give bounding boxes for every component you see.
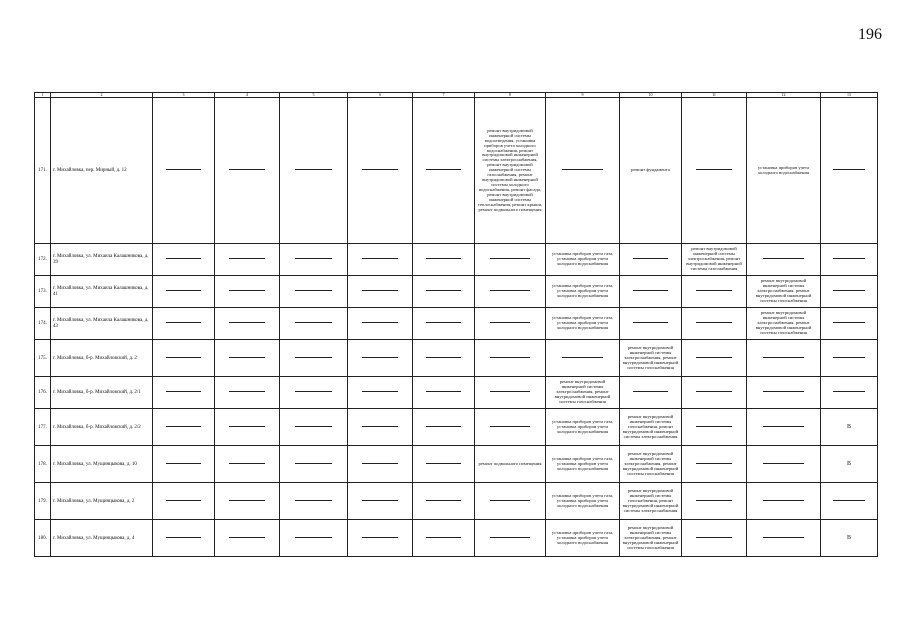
work-cell bbox=[348, 446, 413, 483]
empty-dash bbox=[763, 500, 804, 501]
empty-dash bbox=[696, 426, 732, 427]
work-cell bbox=[475, 520, 546, 557]
work-cell bbox=[348, 409, 413, 446]
empty-dash bbox=[833, 258, 864, 259]
empty-dash bbox=[562, 357, 603, 358]
column-number-header: 4 bbox=[215, 93, 280, 98]
empty-dash bbox=[295, 537, 333, 538]
work-cell bbox=[821, 520, 878, 557]
row-address: г. Михайловка, ул. Михаила Калашникова, д. 39 bbox=[51, 244, 153, 276]
work-cell bbox=[413, 98, 475, 244]
work-cell bbox=[546, 446, 620, 483]
work-cell bbox=[747, 244, 821, 276]
table-row bbox=[35, 340, 878, 377]
empty-dash bbox=[490, 258, 530, 259]
work-cell bbox=[747, 276, 821, 308]
work-cell bbox=[546, 409, 620, 446]
empty-dash bbox=[490, 322, 530, 323]
work-cell bbox=[682, 483, 747, 520]
empty-dash bbox=[229, 290, 265, 291]
work-cell bbox=[280, 98, 348, 244]
empty-dash bbox=[166, 258, 200, 259]
table-body bbox=[35, 98, 878, 557]
row-address: г. Михайловка, б-р. Михайловский, д. 2 bbox=[51, 340, 153, 377]
work-cell bbox=[153, 308, 215, 340]
row-address: г. Михайловка, б-р. Михайловский, д. 2/2 bbox=[51, 409, 153, 446]
work-cell bbox=[682, 377, 747, 409]
empty-dash bbox=[362, 537, 398, 538]
empty-dash bbox=[833, 500, 864, 501]
empty-dash bbox=[490, 537, 530, 538]
work-cell bbox=[280, 483, 348, 520]
row-number: 177. bbox=[35, 409, 51, 446]
empty-dash bbox=[426, 357, 460, 358]
empty-dash bbox=[166, 357, 200, 358]
work-text: ремонт внутридомовой инженерной системы электроснабжения, ремонт внутридомовой инженерной системы газоснабжения bbox=[622, 344, 679, 370]
table-row bbox=[35, 98, 878, 244]
work-cell bbox=[280, 340, 348, 377]
row-address: г. Михайловка, ул. Мущинцыкова, д. 4 bbox=[51, 520, 153, 557]
work-cell bbox=[413, 308, 475, 340]
empty-dash bbox=[229, 426, 265, 427]
empty-dash bbox=[833, 357, 864, 358]
empty-dash bbox=[633, 322, 667, 323]
empty-dash bbox=[166, 463, 200, 464]
row-number: 173. bbox=[35, 276, 51, 308]
work-cell bbox=[215, 483, 280, 520]
work-cell bbox=[280, 377, 348, 409]
work-cell bbox=[348, 483, 413, 520]
work-cell bbox=[546, 483, 620, 520]
work-cell bbox=[153, 520, 215, 557]
work-cell bbox=[747, 308, 821, 340]
work-text: ремонт внутридомовой инженерной системы электроснабжения, ремонт внутридомовой инженерной системы газоснабжения bbox=[686, 246, 742, 272]
work-text: установка приборов учета газа, установка приборов учета холодного водоснабжения bbox=[551, 251, 614, 267]
work-cell bbox=[682, 244, 747, 276]
empty-dash bbox=[833, 391, 864, 392]
work-cell bbox=[682, 276, 747, 308]
empty-dash bbox=[426, 463, 460, 464]
empty-dash bbox=[696, 391, 732, 392]
empty-dash bbox=[362, 391, 398, 392]
column-number-header: 12 bbox=[747, 93, 821, 98]
empty-dash bbox=[833, 290, 864, 291]
work-text: установка приборов учета газа, установка приборов учета холодного водоснабжения bbox=[551, 315, 614, 331]
work-cell bbox=[475, 276, 546, 308]
work-cell bbox=[153, 409, 215, 446]
work-text: установка приборов учета газа, установка приборов учета холодного водоснабжения bbox=[551, 529, 614, 545]
work-text: ремонт фундамента bbox=[631, 167, 670, 173]
work-cell bbox=[153, 244, 215, 276]
empty-dash bbox=[426, 500, 460, 501]
work-text: установка приборов учета газа, установка приборов учета холодного водоснабжения bbox=[551, 455, 614, 471]
column-number-header: 10 bbox=[620, 93, 682, 98]
work-cell bbox=[682, 446, 747, 483]
work-cell bbox=[475, 446, 546, 483]
work-cell bbox=[153, 483, 215, 520]
work-cell bbox=[821, 409, 878, 446]
work-cell bbox=[546, 308, 620, 340]
work-cell bbox=[215, 98, 280, 244]
work-cell bbox=[475, 98, 546, 244]
empty-dash bbox=[490, 391, 530, 392]
work-cell bbox=[348, 377, 413, 409]
work-text: ремонт подвального помещения bbox=[478, 460, 542, 466]
work-text: ремонт внутридомовой инженерной системы электроснабжения, ремонт внутридомовой инженерной системы газоснабжения bbox=[554, 379, 611, 405]
work-cell bbox=[348, 276, 413, 308]
empty-dash bbox=[229, 258, 265, 259]
empty-dash bbox=[362, 169, 398, 170]
empty-dash bbox=[490, 290, 530, 291]
work-cell bbox=[620, 520, 682, 557]
empty-dash bbox=[633, 391, 667, 392]
empty-dash bbox=[763, 357, 804, 358]
row-number: 174. bbox=[35, 308, 51, 340]
row-address: г. Михайловка, б-р. Михайловский, д. 2/1 bbox=[51, 377, 153, 409]
empty-dash bbox=[166, 426, 200, 427]
empty-dash bbox=[696, 500, 732, 501]
empty-dash bbox=[696, 169, 732, 170]
table-row bbox=[35, 276, 878, 308]
work-cell bbox=[821, 276, 878, 308]
work-cell bbox=[747, 98, 821, 244]
empty-dash bbox=[295, 500, 333, 501]
table-row bbox=[35, 377, 878, 409]
row-number: 178. bbox=[35, 446, 51, 483]
work-cell bbox=[413, 409, 475, 446]
empty-dash bbox=[696, 322, 732, 323]
empty-dash bbox=[362, 357, 398, 358]
empty-dash bbox=[763, 391, 804, 392]
work-text: В bbox=[846, 424, 851, 431]
empty-dash bbox=[362, 290, 398, 291]
table-row bbox=[35, 244, 878, 276]
row-number: 176. bbox=[35, 377, 51, 409]
empty-dash bbox=[166, 169, 200, 170]
work-cell bbox=[413, 377, 475, 409]
empty-dash bbox=[426, 391, 460, 392]
work-cell bbox=[620, 98, 682, 244]
column-number-header: 7 bbox=[413, 93, 475, 98]
work-text: ремонт внутридомовой инженерной системы электроснабжения, ремонт внутридомовой инженерной системы газоснабжения bbox=[755, 310, 812, 336]
row-address: г. Михайловка, ул. Мущинцыкова, д. 2 bbox=[51, 483, 153, 520]
work-cell bbox=[348, 308, 413, 340]
work-cell bbox=[153, 276, 215, 308]
work-cell bbox=[348, 244, 413, 276]
column-number-header: 13 bbox=[821, 93, 878, 98]
empty-dash bbox=[295, 463, 333, 464]
empty-dash bbox=[166, 290, 200, 291]
empty-dash bbox=[696, 463, 732, 464]
empty-dash bbox=[229, 537, 265, 538]
work-text: ремонт внутридомовой инженерной системы водоотведения, установка приборов учета холодного водоснабжения, ремонт внутридомовой инженерной системы электроснабжения, ремонт внутридомовой инженерной системы газоснабжения, ремонт внутридомовой инженерной системы холодного водоснабжения, ремонт фасада, ремонт внутридомовой инженерной системы теплоснабжения, ремонт крыши, ремонт подвального помещения bbox=[477, 127, 543, 212]
work-cell bbox=[475, 340, 546, 377]
work-cell bbox=[280, 308, 348, 340]
column-number-header: 11 bbox=[682, 93, 747, 98]
empty-dash bbox=[696, 357, 732, 358]
row-address: г. Михайловка, пер. Мирный, д. 12 bbox=[51, 98, 153, 244]
work-cell bbox=[682, 520, 747, 557]
work-cell bbox=[413, 483, 475, 520]
work-cell bbox=[280, 409, 348, 446]
work-cell bbox=[475, 409, 546, 446]
work-text: установка приборов учета холодного водоснабжения bbox=[757, 164, 810, 175]
empty-dash bbox=[426, 322, 460, 323]
work-cell bbox=[821, 377, 878, 409]
work-text: установка приборов учета газа, установка приборов учета холодного водоснабжения bbox=[551, 418, 614, 434]
empty-dash bbox=[295, 357, 333, 358]
row-address: г. Михайловка, ул. Мущинцыкова, д. 10 bbox=[51, 446, 153, 483]
work-cell bbox=[546, 98, 620, 244]
column-number-header: 6 bbox=[348, 93, 413, 98]
empty-dash bbox=[166, 322, 200, 323]
work-cell bbox=[821, 98, 878, 244]
work-cell bbox=[620, 409, 682, 446]
work-cell bbox=[475, 308, 546, 340]
empty-dash bbox=[362, 500, 398, 501]
empty-dash bbox=[426, 258, 460, 259]
work-cell bbox=[620, 446, 682, 483]
empty-dash bbox=[426, 426, 460, 427]
work-cell bbox=[153, 98, 215, 244]
work-cell bbox=[413, 340, 475, 377]
work-text: ремонт внутридомовой инженерной системы газоснабжения, ремонт внутридомовой инженерной системы электроснабжения bbox=[622, 413, 679, 439]
empty-dash bbox=[229, 391, 265, 392]
work-cell bbox=[475, 377, 546, 409]
work-cell bbox=[215, 308, 280, 340]
empty-dash bbox=[295, 258, 333, 259]
work-cell bbox=[682, 409, 747, 446]
empty-dash bbox=[426, 290, 460, 291]
work-text: ремонт внутридомовой инженерной системы электроснабжения, ремонт внутридомовой инженерной системы газоснабжения bbox=[755, 278, 812, 304]
empty-dash bbox=[833, 169, 864, 170]
work-text: В bbox=[846, 535, 851, 542]
work-cell bbox=[546, 377, 620, 409]
empty-dash bbox=[166, 537, 200, 538]
work-cell bbox=[682, 340, 747, 377]
work-cell bbox=[747, 520, 821, 557]
work-cell bbox=[747, 377, 821, 409]
work-cell bbox=[153, 446, 215, 483]
row-address: г. Михайловка, ул. Михаила Калашникова, д. 41 bbox=[51, 276, 153, 308]
work-cell bbox=[546, 520, 620, 557]
table-row bbox=[35, 409, 878, 446]
work-cell bbox=[747, 446, 821, 483]
empty-dash bbox=[295, 290, 333, 291]
empty-dash bbox=[229, 500, 265, 501]
work-cell bbox=[747, 340, 821, 377]
work-cell bbox=[546, 244, 620, 276]
empty-dash bbox=[633, 290, 667, 291]
row-number: 171. bbox=[35, 98, 51, 244]
table-row bbox=[35, 446, 878, 483]
work-cell bbox=[821, 340, 878, 377]
work-cell bbox=[280, 244, 348, 276]
column-number-header: 1 bbox=[35, 93, 51, 98]
empty-dash bbox=[633, 258, 667, 259]
work-cell bbox=[413, 520, 475, 557]
row-address: г. Михайловка, ул. Михаила Калашникова, д. 43 bbox=[51, 308, 153, 340]
work-text: ремонт внутридомовой инженерной системы газоснабжения, ремонт внутридомовой инженерной системы электроснабжения bbox=[622, 487, 679, 513]
work-cell bbox=[280, 276, 348, 308]
column-number-header: 9 bbox=[546, 93, 620, 98]
empty-dash bbox=[362, 426, 398, 427]
work-cell bbox=[153, 377, 215, 409]
work-cell bbox=[215, 377, 280, 409]
column-number-header: 5 bbox=[280, 93, 348, 98]
work-cell bbox=[215, 520, 280, 557]
empty-dash bbox=[362, 322, 398, 323]
work-cell bbox=[821, 308, 878, 340]
work-cell bbox=[620, 340, 682, 377]
work-cell bbox=[620, 308, 682, 340]
work-cell bbox=[821, 446, 878, 483]
empty-dash bbox=[229, 357, 265, 358]
work-cell bbox=[682, 308, 747, 340]
empty-dash bbox=[696, 537, 732, 538]
work-cell bbox=[475, 483, 546, 520]
empty-dash bbox=[295, 426, 333, 427]
work-cell bbox=[348, 520, 413, 557]
work-cell bbox=[546, 276, 620, 308]
work-text: В bbox=[846, 461, 851, 468]
empty-dash bbox=[295, 391, 333, 392]
empty-dash bbox=[295, 322, 333, 323]
work-text: установка приборов учета газа, установка приборов учета холодного водоснабжения bbox=[551, 283, 614, 299]
table-row bbox=[35, 520, 878, 557]
empty-dash bbox=[696, 290, 732, 291]
work-cell bbox=[348, 340, 413, 377]
work-cell bbox=[215, 409, 280, 446]
empty-dash bbox=[229, 463, 265, 464]
work-cell bbox=[215, 276, 280, 308]
empty-dash bbox=[763, 258, 804, 259]
work-cell bbox=[280, 446, 348, 483]
work-text: ремонт внутридомовой инженерной системы электроснабжения, ремонт внутридомовой инженерной системы газоснабжения bbox=[622, 524, 679, 550]
row-number: 172. bbox=[35, 244, 51, 276]
work-cell bbox=[153, 340, 215, 377]
empty-dash bbox=[490, 357, 530, 358]
register-table bbox=[34, 92, 878, 557]
empty-dash bbox=[229, 322, 265, 323]
empty-dash bbox=[490, 500, 530, 501]
row-number: 175. bbox=[35, 340, 51, 377]
work-cell bbox=[821, 483, 878, 520]
column-number-header: 2 bbox=[51, 93, 153, 98]
empty-dash bbox=[763, 537, 804, 538]
empty-dash bbox=[426, 169, 460, 170]
work-cell bbox=[475, 244, 546, 276]
empty-dash bbox=[763, 463, 804, 464]
empty-dash bbox=[763, 426, 804, 427]
empty-dash bbox=[490, 426, 530, 427]
work-cell bbox=[348, 98, 413, 244]
work-cell bbox=[747, 409, 821, 446]
work-cell bbox=[413, 446, 475, 483]
work-text: ремонт внутридомовой инженерной системы электроснабжения, ремонт внутридомовой инженерной системы газоснабжения bbox=[622, 450, 679, 476]
table-row bbox=[35, 483, 878, 520]
page-number: 196 bbox=[858, 26, 882, 43]
empty-dash bbox=[166, 500, 200, 501]
row-number: 180. bbox=[35, 520, 51, 557]
empty-dash bbox=[229, 169, 265, 170]
empty-dash bbox=[426, 537, 460, 538]
work-cell bbox=[215, 340, 280, 377]
work-cell bbox=[546, 340, 620, 377]
work-cell bbox=[620, 276, 682, 308]
row-number: 179. bbox=[35, 483, 51, 520]
empty-dash bbox=[562, 169, 603, 170]
empty-dash bbox=[833, 322, 864, 323]
work-text: установка приборов учета газа, установка приборов учета холодного водоснабжения bbox=[551, 492, 614, 508]
work-cell bbox=[620, 244, 682, 276]
work-cell bbox=[620, 483, 682, 520]
empty-dash bbox=[362, 463, 398, 464]
work-cell bbox=[215, 244, 280, 276]
work-cell bbox=[682, 98, 747, 244]
work-cell bbox=[413, 276, 475, 308]
table-row bbox=[35, 308, 878, 340]
column-number-header: 8 bbox=[475, 93, 546, 98]
work-cell bbox=[821, 244, 878, 276]
work-cell bbox=[620, 377, 682, 409]
work-cell bbox=[215, 446, 280, 483]
empty-dash bbox=[295, 169, 333, 170]
work-cell bbox=[413, 244, 475, 276]
work-cell bbox=[747, 483, 821, 520]
empty-dash bbox=[166, 391, 200, 392]
work-cell bbox=[280, 520, 348, 557]
column-number-header: 3 bbox=[153, 93, 215, 98]
empty-dash bbox=[362, 258, 398, 259]
